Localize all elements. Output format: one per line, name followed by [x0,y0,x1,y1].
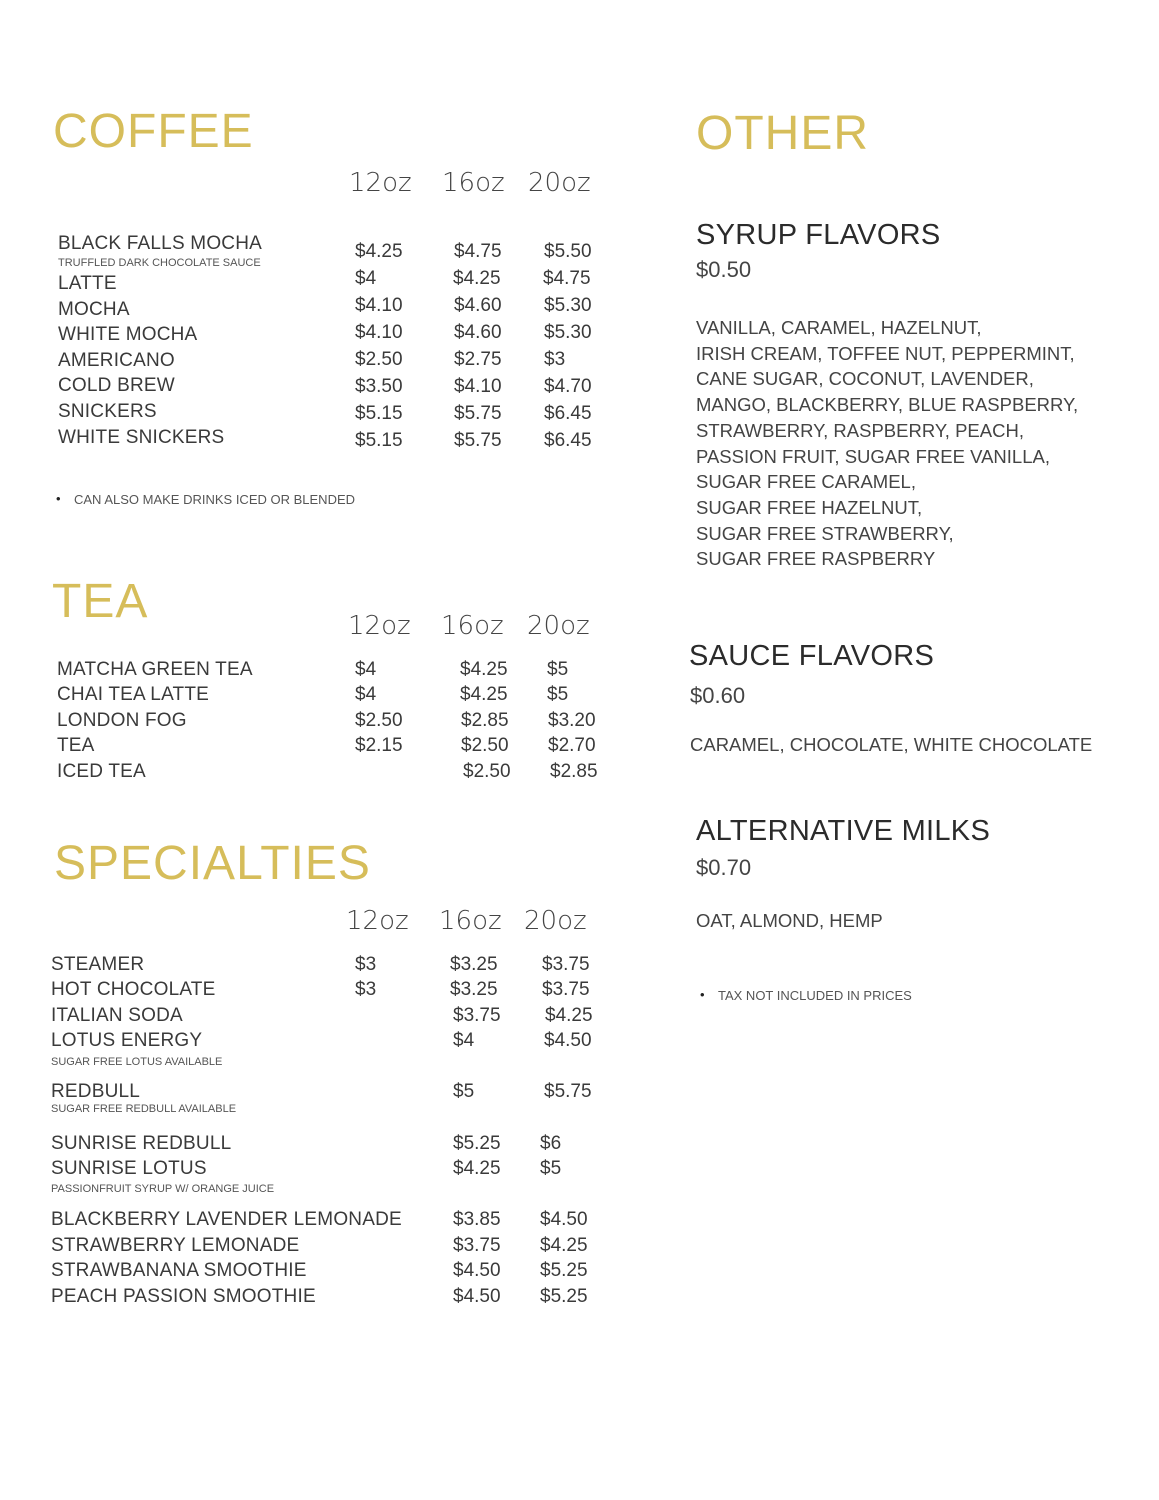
price-16oz: $5.75 [454,430,502,451]
price-12oz: $3 [355,979,377,1000]
menu-item-name: LATTE [58,273,117,294]
menu-item-note: SUGAR FREE LOTUS AVAILABLE [51,1056,223,1068]
price-20oz: $5.30 [544,295,592,316]
coffee-size-20oz: 20oz [528,168,591,198]
syrup-flavor-list [696,315,1078,572]
menu-item-name: BLACK FALLS MOCHA [58,233,263,254]
syrup-flavor-line: IRISH CREAM, TOFFEE NUT, PEPPERMINT, [696,342,1075,364]
price-20oz: $3.75 [542,979,590,1000]
price-12oz: $2.50 [355,710,403,731]
price-16oz: $3.75 [453,1005,501,1026]
price-20oz: $3.20 [548,710,596,731]
price-20oz: $5.50 [544,241,592,262]
price-20oz: $4.75 [543,268,591,289]
price-20oz: $5.25 [540,1260,588,1281]
sauce-price: $0.60 [690,683,746,708]
coffee-size-12oz: 12oz [349,168,412,198]
price-12oz: $4.25 [355,241,403,262]
price-20oz: $5.75 [544,1081,592,1102]
price-16oz: $5 [453,1081,475,1102]
syrup-flavors-heading: SYRUP FLAVORS [696,219,941,251]
sauce-flavor-list: CARAMEL, CHOCOLATE, WHITE CHOCOLATE [690,734,1093,755]
price-20oz: $2.85 [550,761,598,782]
price-20oz: $6 [540,1133,562,1154]
syrup-flavor-line: PASSION FRUIT, SUGAR FREE VANILLA, [696,445,1050,467]
price-20oz: $2.70 [548,735,596,756]
coffee-size-16oz: 16oz [442,168,505,198]
price-20oz: $3.75 [542,954,590,975]
price-20oz: $6.45 [544,403,592,424]
coffee-iced-blended-note: • CAN ALSO MAKE DRINKS ICED OR BLENDED [74,492,355,507]
menu-item-name: ITALIAN SODA [51,1005,183,1026]
tea-size-12oz: 12oz [348,611,411,641]
menu-item-note: SUGAR FREE REDBULL AVAILABLE [51,1103,237,1115]
other-heading: OTHER [696,107,869,160]
price-16oz: $5.25 [453,1133,501,1154]
syrup-flavor-line: SUGAR FREE RASPBERRY [696,548,936,570]
price-20oz: $5.30 [544,322,592,343]
menu-item-name: WHITE MOCHA [58,324,198,345]
price-12oz: $3.50 [355,376,403,397]
milks-price: $0.70 [696,855,752,880]
tea-size-16oz: 16oz [441,611,504,641]
price-16oz: $3.85 [453,1209,501,1230]
menu-item-note: PASSIONFRUIT SYRUP W/ ORANGE JUICE [51,1183,275,1195]
menu-item-name: REDBULL [51,1081,141,1102]
price-12oz: $4 [355,268,377,289]
price-20oz: $4.25 [540,1235,588,1256]
syrup-flavor-line: SUGAR FREE STRAWBERRY, [696,522,954,544]
price-16oz: $2.85 [461,710,509,731]
price-20oz: $5 [547,659,569,680]
price-16oz: $3.25 [450,954,498,975]
price-20oz: $6.45 [544,430,592,451]
price-12oz: $5.15 [355,430,403,451]
price-16oz: $4.60 [454,322,502,343]
menu-item-name: ICED TEA [57,761,146,782]
menu-item-name: STRAWBERRY LEMONADE [51,1235,300,1256]
syrup-flavor-line: SUGAR FREE CARAMEL, [696,471,916,493]
price-20oz: $4.50 [540,1209,588,1230]
milks-list: OAT, ALMOND, HEMP [696,910,883,931]
menu-item-note: TRUFFLED DARK CHOCOLATE SAUCE [58,257,261,269]
menu-item-name: TEA [57,735,95,756]
alternative-milks-heading: ALTERNATIVE MILKS [696,815,991,847]
price-20oz: $5 [540,1158,562,1179]
syrup-flavor-line: CANE SUGAR, COCONUT, LAVENDER, [696,368,1034,390]
menu-item-name: SUNRISE REDBULL [51,1133,232,1154]
menu-item-name: MOCHA [58,299,130,320]
tea-size-20oz: 20oz [527,611,590,641]
tax-note: • TAX NOT INCLUDED IN PRICES [718,988,912,1003]
syrup-flavor-line: STRAWBERRY, RASPBERRY, PEACH, [696,419,1024,441]
menu-item-name: WHITE SNICKERS [58,427,225,448]
menu-item-name: AMERICANO [58,350,175,371]
price-20oz: $5 [547,684,569,705]
sauce-flavors-heading: SAUCE FLAVORS [689,640,935,672]
price-16oz: $4.25 [453,1158,501,1179]
tea-heading: TEA [52,575,149,628]
menu-item-name: STEAMER [51,954,145,975]
price-16oz: $2.50 [463,761,511,782]
price-16oz: $4.25 [460,659,508,680]
coffee-heading: COFFEE [53,105,254,158]
menu-item-name: LONDON FOG [57,710,187,731]
menu-item-name: COLD BREW [58,375,175,396]
specialties-heading: SPECIALTIES [54,837,371,890]
price-16oz: $2.50 [461,735,509,756]
menu-item-name: SUNRISE LOTUS [51,1158,207,1179]
price-16oz: $4.10 [454,376,502,397]
menu-item-name: LOTUS ENERGY [51,1030,203,1051]
price-12oz: $3 [355,954,377,975]
price-16oz: $4.50 [453,1286,501,1307]
syrup-flavor-line: MANGO, BLACKBERRY, BLUE RASPBERRY, [696,394,1079,416]
price-16oz: $4.60 [454,295,502,316]
price-12oz: $2.15 [355,735,403,756]
price-12oz: $4.10 [355,295,403,316]
price-16oz: $5.75 [454,403,502,424]
price-16oz: $4.75 [454,241,502,262]
price-20oz: $3 [544,349,566,370]
price-12oz: $2.50 [355,349,403,370]
price-16oz: $4.25 [460,684,508,705]
price-16oz: $4 [453,1030,475,1051]
price-20oz: $4.70 [544,376,592,397]
menu-item-name: PEACH PASSION SMOOTHIE [51,1286,316,1307]
specialties-size-16oz: 16oz [439,906,502,936]
menu-item-name: BLACKBERRY LAVENDER LEMONADE [51,1209,402,1230]
price-12oz: $5.15 [355,403,403,424]
syrup-price: $0.50 [696,257,752,282]
menu-item-name: SNICKERS [58,401,157,422]
price-16oz: $3.25 [450,979,498,1000]
price-16oz: $4.50 [453,1260,501,1281]
syrup-flavor-line: SUGAR FREE HAZELNUT, [696,496,923,518]
price-20oz: $5.25 [540,1286,588,1307]
price-16oz: $2.75 [454,349,502,370]
specialties-size-12oz: 12oz [346,906,409,936]
price-12oz: $4 [355,659,377,680]
menu-item-name: MATCHA GREEN TEA [57,659,253,680]
syrup-flavor-line: VANILLA, CARAMEL, HAZELNUT, [696,317,982,338]
menu-item-name: STRAWBANANA SMOOTHIE [51,1260,307,1281]
price-16oz: $3.75 [453,1235,501,1256]
price-20oz: $4.25 [545,1005,593,1026]
price-12oz: $4 [355,684,377,705]
price-16oz: $4.25 [453,268,501,289]
price-12oz: $4.10 [355,322,403,343]
menu-item-name: CHAI TEA LATTE [57,684,210,705]
price-20oz: $4.50 [544,1030,592,1051]
menu-item-name: HOT CHOCOLATE [51,979,216,1000]
specialties-size-20oz: 20oz [524,906,587,936]
